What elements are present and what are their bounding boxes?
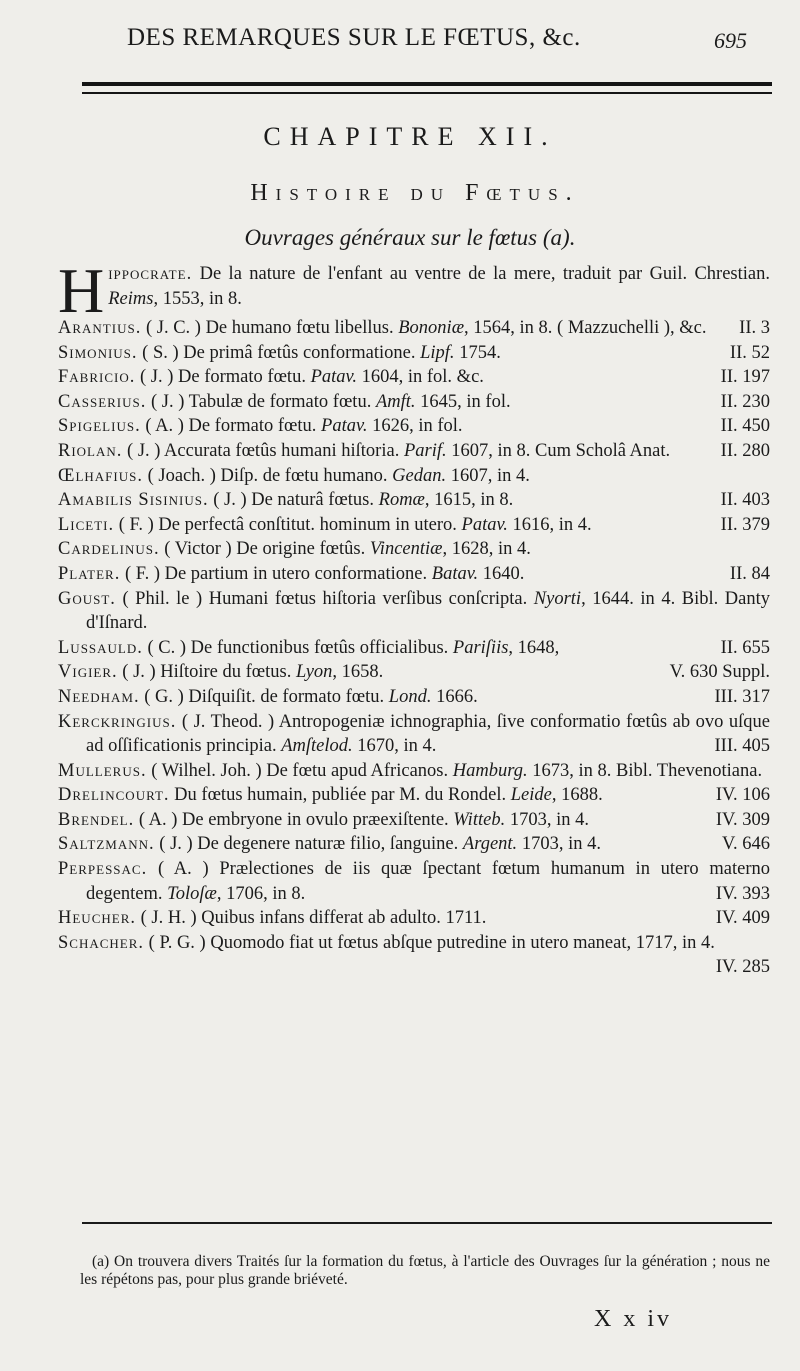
entry-author: Arantius. bbox=[58, 318, 142, 338]
entry-rest: 1607, in 8. Cum Scholâ Anat. bbox=[451, 440, 671, 461]
entry-reference: IV. 409 bbox=[715, 908, 770, 929]
entry-rest: 1640. bbox=[482, 563, 525, 584]
entry-text: De la nature de l'enfant au ventre de la mere, traduit par Guil. Chrestian. bbox=[199, 264, 770, 284]
bibliography-entry bbox=[58, 414, 770, 439]
bibliography-entry-first bbox=[58, 255, 770, 326]
entry-place: Amft. bbox=[375, 391, 416, 412]
entry-author: Vigier. bbox=[58, 662, 118, 683]
entry-author: Lussauld. bbox=[58, 637, 143, 658]
bibliography-entry bbox=[58, 783, 770, 808]
entry-rest: 1616, in 4. bbox=[512, 514, 592, 535]
bibliography-entry bbox=[58, 857, 770, 906]
entry-text: ( A. ) Prælectiones de iis quæ ſpectant fœtum humanum in utero materno degentem. bbox=[86, 859, 770, 904]
entry-rest: , 1553, in 8. bbox=[153, 288, 242, 309]
entry-reference: II. 197 bbox=[720, 367, 770, 388]
bibliography-entry bbox=[58, 316, 770, 341]
entry-reference: IV. 106 bbox=[715, 785, 770, 806]
entry-author: Œlhafius. bbox=[58, 465, 143, 486]
entry-rest: 1703, in 4. bbox=[509, 809, 589, 830]
bibliography-entry bbox=[58, 439, 770, 464]
chapter-title: CHAPITRE XII. bbox=[263, 122, 557, 151]
entry-place: Lond. bbox=[388, 686, 432, 707]
entry-text: ( J. ) Hiſtoire du fœtus. bbox=[122, 662, 292, 683]
running-title: DES REMARQUES SUR LE FŒTUS, &c. bbox=[127, 24, 581, 51]
entry-rest: , 1706, in 8. bbox=[216, 883, 306, 904]
entry-text: ( G. ) Diſquiſit. de formato fœtu. bbox=[144, 686, 385, 707]
entry-author: Needham. bbox=[58, 686, 140, 707]
entry-rest: 1666. bbox=[436, 686, 478, 707]
bibliography-entry bbox=[58, 660, 770, 685]
entry-text: ( C. ) De functionibus fœtûs officialibus. bbox=[147, 637, 449, 658]
bibliography-list bbox=[58, 255, 770, 980]
entry-text: ( S. ) De primâ fœtûs conformatione. bbox=[142, 342, 416, 363]
entry-reference: II. 655 bbox=[720, 637, 770, 658]
entry-rest: 1645, in fol. bbox=[420, 391, 511, 412]
entry-author: Saltzmann. bbox=[58, 834, 155, 855]
bibliography-entry bbox=[58, 390, 770, 415]
entry-reference: II. 3 bbox=[739, 318, 770, 338]
entry-place: Pariſiis bbox=[452, 637, 509, 658]
bibliography-entry bbox=[58, 832, 770, 857]
entry-reference: IV. 309 bbox=[715, 809, 770, 830]
entry-place: Argent. bbox=[462, 834, 518, 855]
entry-reference: II. 84 bbox=[729, 563, 770, 584]
footnote-rule bbox=[82, 1222, 772, 1224]
bibliography-entry bbox=[58, 710, 770, 759]
entry-reference: V. 646 bbox=[722, 834, 770, 855]
entry-author: Simonius. bbox=[58, 342, 138, 363]
entry-author: Riolan. bbox=[58, 440, 123, 461]
entry-author: Casserius. bbox=[58, 391, 147, 412]
running-head bbox=[0, 24, 800, 60]
bibliography-entry bbox=[58, 488, 770, 513]
header-rule-thin bbox=[82, 92, 772, 94]
entry-place: Amſtelod. bbox=[281, 736, 353, 757]
entry-text: ( Victor ) De origine fœtûs. bbox=[164, 539, 366, 560]
entry-rest: 1670, in 4. bbox=[357, 736, 437, 757]
entry-reference: II. 280 bbox=[720, 440, 770, 461]
entry-rest: 1673, in 8. Bibl. Thevenotiana. bbox=[532, 760, 763, 781]
entry-reference: III. 317 bbox=[714, 686, 770, 707]
entry-author: Amabilis Sisinius. bbox=[58, 490, 209, 511]
entry-rest: , 1648, bbox=[508, 637, 560, 658]
entry-text: Du fœtus humain, publiée par M. du Rondel. bbox=[174, 785, 507, 806]
entry-place: Lyon bbox=[295, 662, 333, 683]
entry-rest: 1754. bbox=[459, 342, 501, 363]
entry-text: ( J. H. ) Quibus infans differat ab adulto. 1711. bbox=[140, 908, 487, 929]
bibliography-entry bbox=[58, 931, 770, 980]
entry-place: Hamburg. bbox=[452, 760, 528, 781]
entry-reference: II. 403 bbox=[720, 490, 770, 511]
entry-author: Liceti. bbox=[58, 514, 115, 535]
entry-rest: 1604, in fol. &c. bbox=[361, 367, 484, 388]
header-rule-thick bbox=[82, 82, 772, 86]
entry-rest: 1626, in fol. bbox=[372, 416, 463, 437]
entry-text: ( F. ) De partium in utero conformatione. bbox=[124, 563, 428, 584]
entry-place: Reims bbox=[108, 288, 154, 309]
bibliography-entry bbox=[58, 464, 770, 489]
entry-rest: , 1615, in 8. bbox=[424, 490, 514, 511]
entry-text: ( J. ) De formato fœtu. bbox=[140, 367, 306, 388]
entry-text: ( J. ) Tabulæ de formato fœtu. bbox=[151, 391, 372, 412]
entry-place: Patav. bbox=[461, 514, 508, 535]
bibliography-entry bbox=[58, 513, 770, 538]
entry-list bbox=[58, 316, 770, 980]
entry-place: Bononiæ bbox=[398, 318, 465, 338]
entry-reference: IV. 393 bbox=[715, 883, 770, 904]
entry-author: Goust. bbox=[58, 588, 116, 609]
entry-place: Witteb. bbox=[453, 809, 506, 830]
signature-mark: X x iv bbox=[594, 1306, 672, 1332]
entry-text: ( Joach. ) Diſp. de fœtu humano. bbox=[147, 465, 388, 486]
entry-author: Fabricio. bbox=[58, 367, 136, 388]
page-number: 695 bbox=[714, 28, 747, 53]
entry-author: ippocrate. bbox=[108, 264, 193, 284]
entry-text: ( J. ) Accurata fœtûs humani hiſtoria. bbox=[127, 440, 400, 461]
section-subtitle: Ouvrages généraux sur le fœtus (a). bbox=[244, 225, 576, 250]
entry-author: Drelincourt. bbox=[58, 785, 170, 806]
entry-author: Schacher. bbox=[58, 932, 145, 953]
entry-rest: 1607, in 4. bbox=[450, 465, 530, 486]
bibliography-entry bbox=[58, 906, 770, 931]
entry-text: ( P. G. ) Quomodo fiat ut fœtus abſque putredine in utero maneat, 1717, in 4. bbox=[148, 932, 715, 953]
bibliography-entry bbox=[58, 341, 770, 366]
entry-rest: , 1564, in 8. ( Mazzuchelli ), &c. bbox=[464, 318, 707, 338]
bibliography-entry bbox=[58, 587, 770, 636]
entry-author: Kerckringius. bbox=[58, 711, 177, 732]
entry-text: ( J. ) De naturâ fœtus. bbox=[213, 490, 375, 511]
bibliography-entry bbox=[58, 636, 770, 661]
entry-text: ( Phil. le ) Humani fœtus hiſtoria verſibus conſcripta. bbox=[122, 588, 528, 609]
entry-reference: II. 450 bbox=[720, 416, 770, 437]
entry-rest: , 1644. in 4. Bibl. Danty d'Iſnard. bbox=[86, 588, 770, 634]
entry-reference: V. 630 Suppl. bbox=[669, 662, 770, 683]
bibliography-entry bbox=[58, 685, 770, 710]
entry-rest: , 1658. bbox=[332, 662, 384, 683]
entry-author: Brendel. bbox=[58, 809, 135, 830]
entry-author: Mullerus. bbox=[58, 760, 147, 781]
bibliography-entry bbox=[58, 759, 770, 784]
section-title: Histoire du Fœtus. bbox=[250, 180, 580, 206]
entry-author: Spigelius. bbox=[58, 416, 141, 437]
entry-place: Romæ bbox=[378, 490, 425, 511]
entry-rest: , 1628, in 4. bbox=[442, 539, 531, 560]
entry-text: ( F. ) De perfectâ conſtitut. hominum in utero. bbox=[118, 514, 457, 535]
entry-place: Gedan. bbox=[392, 465, 447, 486]
entry-place: Patav. bbox=[310, 367, 357, 388]
entry-place: Batav. bbox=[431, 563, 479, 584]
entry-text: ( J. ) De degenere naturæ filio, ſanguine. bbox=[159, 834, 459, 855]
bibliography-entry bbox=[58, 365, 770, 390]
entry-reference: II. 52 bbox=[729, 342, 770, 363]
entry-author: Perpessac. bbox=[58, 859, 148, 880]
entry-place: Parif. bbox=[403, 440, 447, 461]
entry-place: Nyorti bbox=[533, 588, 582, 609]
bibliography-entry bbox=[58, 808, 770, 833]
entry-place: Patav. bbox=[321, 416, 368, 437]
bibliography-entry bbox=[58, 537, 770, 562]
bibliography-entry bbox=[58, 562, 770, 587]
entry-author: Cardelinus. bbox=[58, 539, 160, 560]
entry-place: Vincentiæ bbox=[369, 539, 443, 560]
entry-text: ( A. ) De embryone in ovulo præexiſtente. bbox=[138, 809, 449, 830]
entry-rest: 1703, in 4. bbox=[521, 834, 601, 855]
footnote: (a) On trouvera divers Traités ſur la formation du fœtus, à l'article des Ouvrages ſur la génération ; nous ne les répétons pas, pour plus grande briéveté. bbox=[80, 1253, 770, 1288]
drop-cap: H bbox=[58, 255, 105, 326]
entry-rest: , 1688. bbox=[551, 785, 603, 806]
entry-author: Heucher. bbox=[58, 908, 136, 929]
entry-text: ( Wilhel. Joh. ) De fœtu apud Africanos. bbox=[151, 760, 449, 781]
entry-reference: II. 379 bbox=[720, 514, 770, 535]
entry-text: ( J. C. ) De humano fœtu libellus. bbox=[145, 318, 394, 338]
entry-author: Plater. bbox=[58, 563, 121, 584]
entry-text: ( A. ) De formato fœtu. bbox=[145, 416, 317, 437]
entry-text: ( J. Theod. ) Antropogeniæ ichnographia, ſive conformatio fœtûs ab ovo uſque ad oſſificationis principia. bbox=[86, 711, 770, 757]
entry-place: Lipf. bbox=[420, 342, 455, 363]
entry-reference: II. 230 bbox=[720, 391, 770, 412]
entry-reference: III. 405 bbox=[714, 736, 770, 757]
entry-place: Leide bbox=[510, 785, 552, 806]
entry-place: Toloſæ bbox=[167, 883, 217, 904]
entry-reference: IV. 285 bbox=[715, 957, 770, 978]
